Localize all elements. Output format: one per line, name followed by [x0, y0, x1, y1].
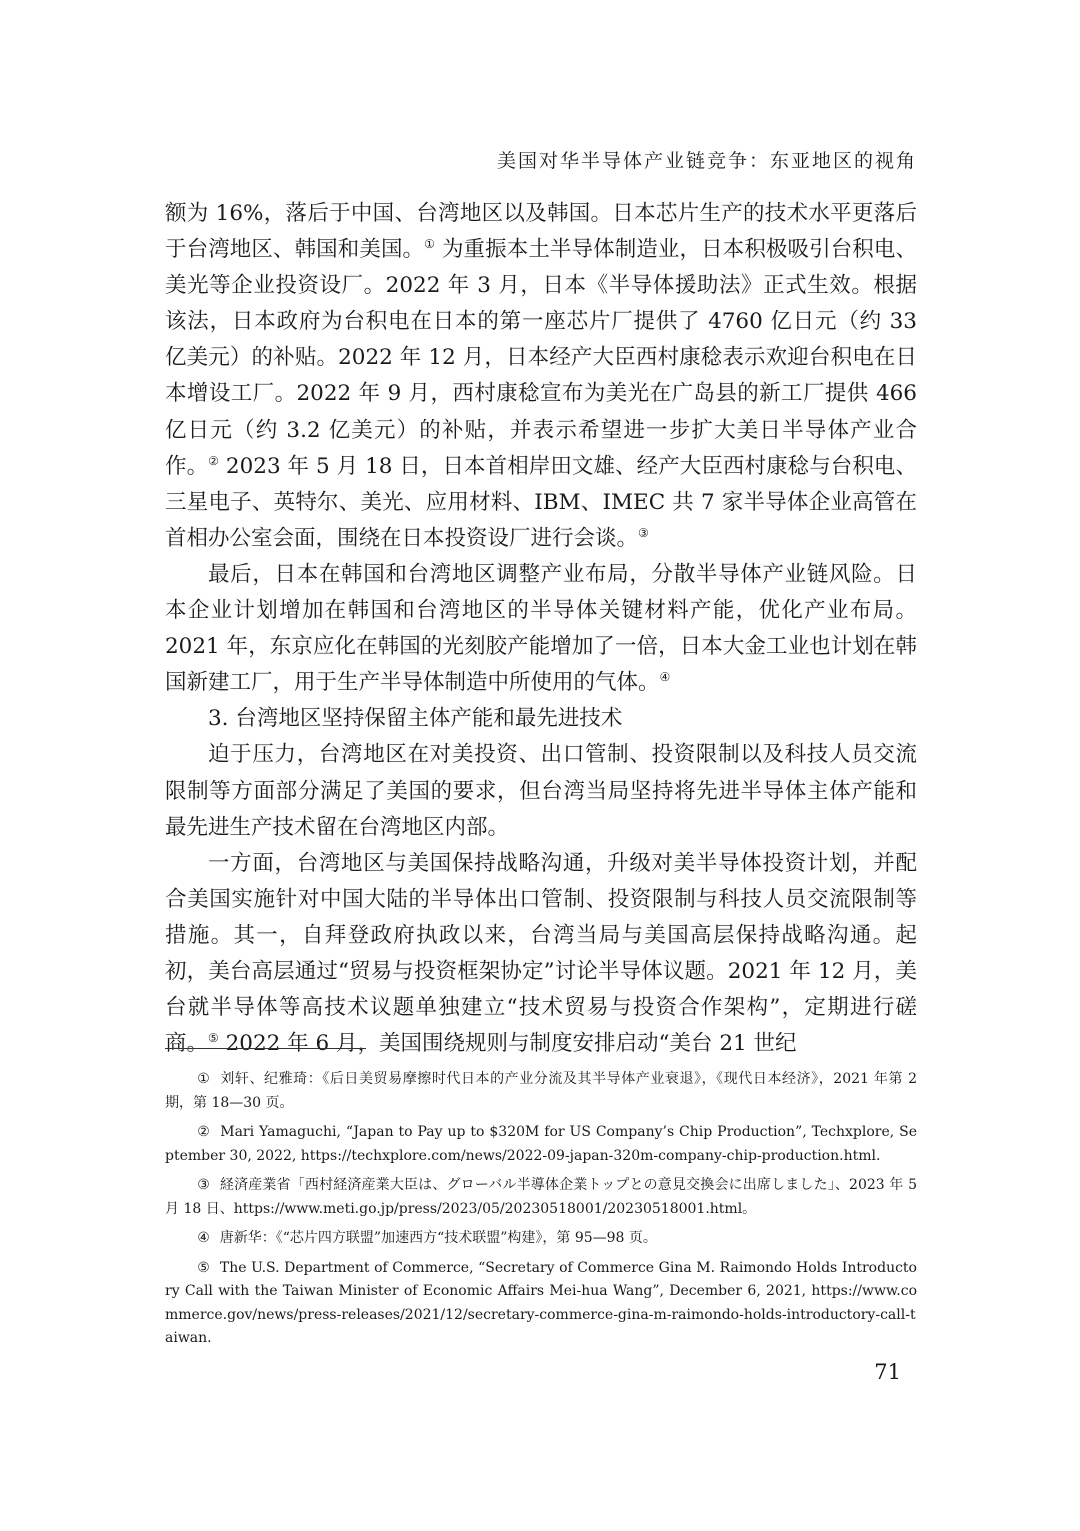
text-run: 一方面，台湾地区与美国保持战略沟通，升级对美半导体投资计划，并配合美国实施针对中国大陆的半导体出口管制、投资限制与科技人员交流限制等措施。其一，自拜登政府执政以来，台湾当局与美国高层保持战略沟通。起初，美台高层通过“贸易与投资框架协定”讨论半导体议题。2021 年 12 月，美台就半导体等高技术议题单独建立“技术贸易与投资合作架构”，定期进行磋商。	[165, 850, 917, 1057]
footnote-number: ⑤	[197, 1259, 210, 1276]
footnote	[165, 1257, 917, 1351]
text-run: 为重振本土半导体制造业，日本积极吸引台积电、美光等企业投资设厂。2022 年 3 月，日本《半导体援助法》正式生效。根据该法，日本政府为台积电在日本的第一座芯片厂提供了 4760 亿日元（约 33 亿美元）的补贴。2022 年 12 月，日本经产大臣西村康稔表示欢迎台积电在日本增设工厂。2022 年 9 月，西村康稔宣布为美光在广岛县的新工厂提供 466 亿日元（约 3.2 亿美元）的补贴，并表示希望进一步扩大美日半导体产业合作。	[165, 237, 917, 479]
paragraph	[165, 737, 917, 845]
section-heading	[165, 701, 917, 737]
footnote-number: ③	[197, 1177, 210, 1193]
footnote-ref: ④	[659, 670, 671, 685]
text-run: 2023 年 5 月 18 日，日本首相岸田文雄、经产大臣西村康稔与台积电、三星电子、英特尔、美光、应用材料、IBM、IMEC 共 7 家半导体企业高管在首相办公室会面，围绕在日本投资设厂进行会谈。	[165, 453, 917, 551]
text-run: 迫于压力，台湾地区在对美投资、出口管制、投资限制以及科技人员交流限制等方面部分满足了美国的要求，但台湾当局坚持将先进半导体主体产能和最先进生产技术留在台湾地区内部。	[165, 742, 917, 840]
footnote-text: Mari Yamaguchi, “Japan to Pay up to $320M for US Company’s Chip Production”, Techxplore, September 30, 2022, https://techxplore.com/news/2022-09-japan-320m-company-chip-production.html.	[165, 1124, 917, 1164]
footnote-ref: ①	[424, 236, 436, 251]
text-run: 额为 16%，落后于中国、台湾地区以及韩国。日本芯片生产的技术水平更落后于台湾地区、韩国和美国。	[165, 201, 917, 263]
paragraph	[165, 557, 917, 701]
footnote-text: 唐新华：《“芯片四方联盟”加速西方“技术联盟”构建》，第 95—98 页。	[219, 1230, 657, 1246]
footnote-separator	[165, 1048, 366, 1049]
footnote-ref: ③	[638, 525, 649, 540]
footnote	[165, 1068, 917, 1115]
footnote	[165, 1174, 917, 1221]
footnote-text: 刘轩、纪雅琦：《后日美贸易摩擦时代日本的产业分流及其半导体产业衰退》，《现代日本经济》，2021 年第 2 期，第 18—30 页。	[165, 1071, 917, 1111]
text-run: 3. 台湾地区坚持保留主体产能和最先进技术	[208, 706, 623, 732]
footnote-ref: ②	[208, 453, 219, 468]
body-text	[165, 196, 917, 1062]
footnote	[165, 1227, 917, 1251]
page-number: 71	[874, 1360, 901, 1384]
footnotes	[165, 1068, 917, 1357]
footnote-number: ④	[197, 1230, 210, 1246]
footnote-ref: ⑤	[208, 1031, 219, 1045]
page	[165, 0, 917, 1531]
text-run: 2022 年 6 月，美国围绕规则与制度安排启动“美台 21 世纪	[218, 1031, 797, 1057]
footnote-text: The U.S. Department of Commerce, “Secretary of Commerce Gina M. Raimondo Holds Introductory Call with the Taiwan Minister of Economic Affairs Mei-hua Wang”, December 6, 2021, https://www.commerce.gov/news/press-releases/2021/12/secretary-commerce-gina-m-raimondo-holds-introductory-call-taiwan.	[165, 1259, 917, 1346]
footnote	[165, 1121, 917, 1168]
running-header: 美国对华半导体产业链竞争：东亚地区的视角	[496, 150, 917, 172]
footnote-text: 経済産業省「西村経済産業大臣は、グローバル半導体企業トップとの意見交換会に出席しました」、2023 年 5 月 18 日、https://www.meti.go.jp/press/2023/05/20230518001/20230518001.html。	[165, 1177, 917, 1217]
text-run: 最后，日本在韩国和台湾地区调整产业布局，分散半导体产业链风险。日本企业计划增加在韩国和台湾地区的半导体关键材料产能，优化产业布局。2021 年，东京应化在韩国的光刻胶产能增加了一倍，日本大金工业也计划在韩国新建工厂，用于生产半导体制造中所使用的气体。	[165, 561, 917, 696]
footnote-number: ②	[197, 1124, 211, 1140]
paragraph	[165, 846, 917, 1063]
footnote-number: ①	[197, 1071, 211, 1087]
paragraph	[165, 196, 917, 557]
